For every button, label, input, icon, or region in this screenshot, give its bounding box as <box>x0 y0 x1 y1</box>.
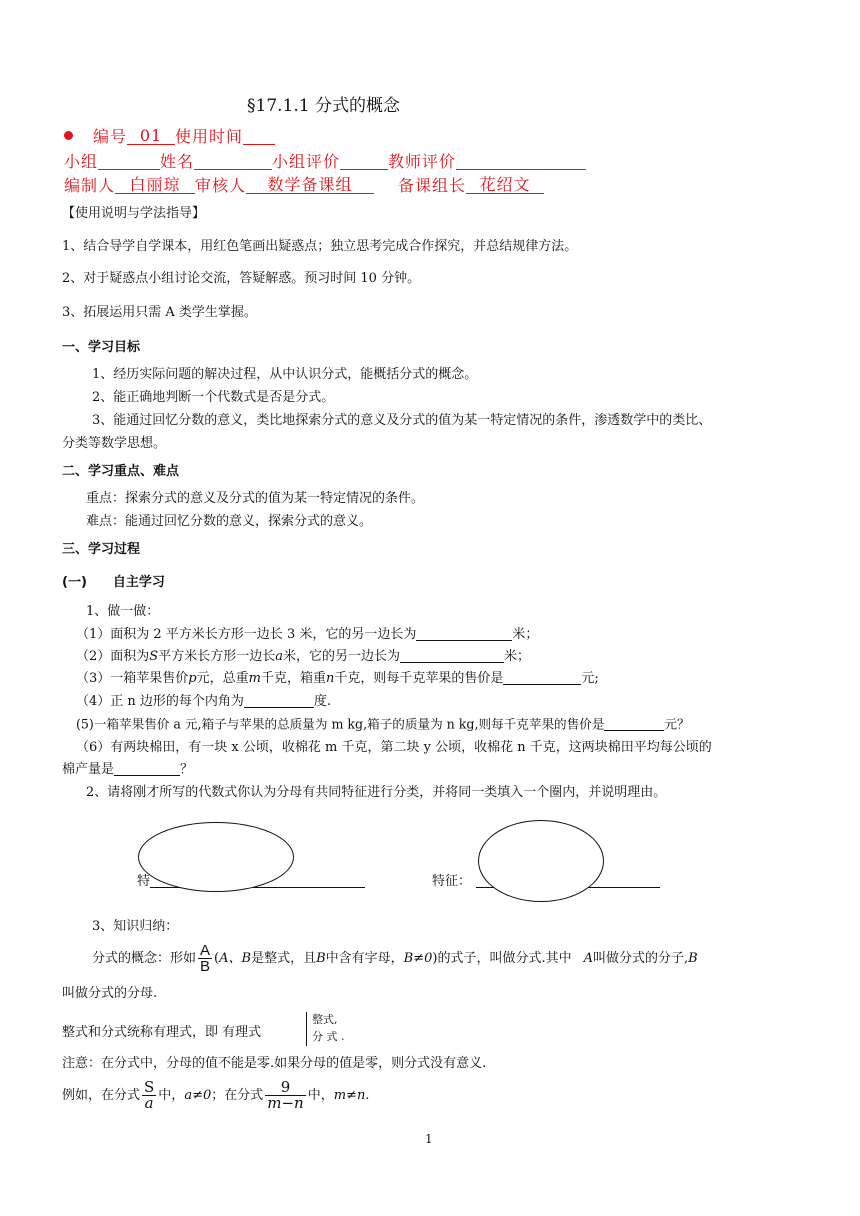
classify-instruction: 2、请将刚才所写的代数式你认为分母有共同特征进行分类，并将同一类填入一个圈内，并说明理由。 <box>86 785 667 800</box>
goal-item: 1、经历实际问题的解决过程，从中认识分式，能概括分式的概念。 <box>92 367 478 382</box>
instructions-heading: 【使用说明与学法指导】 <box>62 206 206 221</box>
question-6-cont: 棉产量是 ？ <box>62 762 194 777</box>
note-text: 注意：在分式中，分母的值不能是零.如果分母的值是零，则分式没有意义. <box>62 1056 487 1071</box>
question-3: （3）一箱苹果售价p元，总重m千克，箱重n千克，则每千克苹果的售价是 元; <box>76 671 599 686</box>
fraction-s-over-a: $\frac{S}{a}$ <box>144 1078 155 1112</box>
header-row-group: 小组 姓名 小组评价 教师评价 <box>64 153 586 170</box>
goals-heading: 一、学习目标 <box>62 340 141 355</box>
classification-circle-right[interactable] <box>478 820 604 902</box>
subsection-heading: (一) 自主学习 <box>62 575 165 590</box>
brace-icon <box>306 1012 307 1046</box>
instruction-item: 1、结合导学自学课本，用红色笔画出疑惑点；独立思考完成合作探究，并总结规律方法。 <box>62 239 578 254</box>
group-field[interactable] <box>98 153 160 170</box>
question-6: （6）有两块棉田，有一块 x 公顷，收棉花 m 千克，第二块 y 公顷，收棉花 n 千克，这两块棉田平均每公顷的 <box>76 740 712 755</box>
keypoints-heading: 二、学习重点、难点 <box>62 464 180 479</box>
leader-field: 花绍文 <box>466 177 544 194</box>
time-field[interactable] <box>243 128 275 145</box>
answer-blank[interactable] <box>416 628 512 641</box>
rational-option-fraction: 分 式 . <box>312 1030 345 1043</box>
teacher-eval-field[interactable] <box>456 153 586 170</box>
process-heading: 三、学习过程 <box>62 542 141 557</box>
answer-blank[interactable] <box>244 695 314 708</box>
name-field[interactable] <box>194 153 272 170</box>
question-2: （2）面积为S平方米长方形一边长a米，它的另一边长为 米； <box>76 649 530 664</box>
author-field: 白丽琼 <box>115 177 195 194</box>
header-row-authors: 编制人 白丽琼 审核人 数学备课组 备课组长 花绍文 <box>64 177 544 194</box>
page-number: 1 <box>425 1132 433 1146</box>
question-1: （1）面积为 2 平方米长方形一边长 3 米，它的另一边长为 米； <box>76 627 539 642</box>
fraction-a-over-b: $\frac{A}{B}$ <box>200 942 211 975</box>
do-it-label: 1、做一做： <box>86 604 160 619</box>
answer-blank[interactable] <box>503 672 581 685</box>
answer-blank[interactable] <box>400 650 504 663</box>
fraction-9-over-m-minus-n: $\frac{9}{m-n}$ <box>267 1078 304 1112</box>
rational-option-integral: 整式, <box>312 1013 338 1026</box>
goal-item: 3、能通过回忆分数的意义，类比地探索分式的意义及分式的值为某一特定情况的条件，渗透数学中的类比、 <box>92 413 712 428</box>
header-row-number: 编号 01 使用时间 <box>64 128 275 145</box>
concept-definition: 分式的概念：形如 $\frac{A}{B}$ (A、B是整式，且B中含有字母，B≠0)的式子，叫做分式.其中 A叫做分式的分子,B <box>92 942 698 975</box>
question-4: （4）正 n 边形的每个内角为 度. <box>76 694 332 709</box>
keypoint-item: 难点：能通过回忆分数的意义，探索分式的意义。 <box>86 514 373 529</box>
bullet-icon <box>64 131 73 140</box>
keypoint-item: 重点：探索分式的意义及分式的值为某一特定情况的条件。 <box>86 491 425 506</box>
instruction-item: 3、拓展运用只需 A 类学生掌握。 <box>62 305 257 320</box>
feature-label-left: 特 <box>137 874 151 889</box>
rational-expression: 整式和分式统称有理式，即 有理式 <box>62 1025 262 1040</box>
classification-circle-left[interactable] <box>138 822 294 892</box>
number-field[interactable]: 01 <box>127 128 175 145</box>
example-line: 例如，在分式 $\frac{S}{a}$ 中，a≠0；在分式 $\frac{9}{m-n}$ 中，m≠n. <box>62 1078 370 1112</box>
question-5: (5)一箱苹果售价 a 元,箱子与苹果的总质量为 m kg,箱子的质量为 n kg,则每千克苹果的售价是 元？ <box>76 716 690 732</box>
goal-item: 分类等数学思想。 <box>62 436 167 451</box>
answer-blank[interactable] <box>114 763 180 776</box>
answer-blank[interactable] <box>604 718 664 731</box>
instruction-item: 2、对于疑惑点小组讨论交流，答疑解惑。预习时间 10 分钟。 <box>62 271 421 286</box>
concept-definition-cont: 叫做分式的分母. <box>62 986 158 1001</box>
feature-label-right: 特征： <box>432 874 472 889</box>
summary-label: 3、知识归纳： <box>92 919 179 934</box>
reviewer-field: 数学备课组 <box>246 177 374 194</box>
group-eval-field[interactable] <box>340 153 388 170</box>
goal-item: 2、能正确地判断一个代数式是否是分式。 <box>92 390 335 405</box>
page-title: §17.1.1 分式的概念 <box>247 96 400 116</box>
